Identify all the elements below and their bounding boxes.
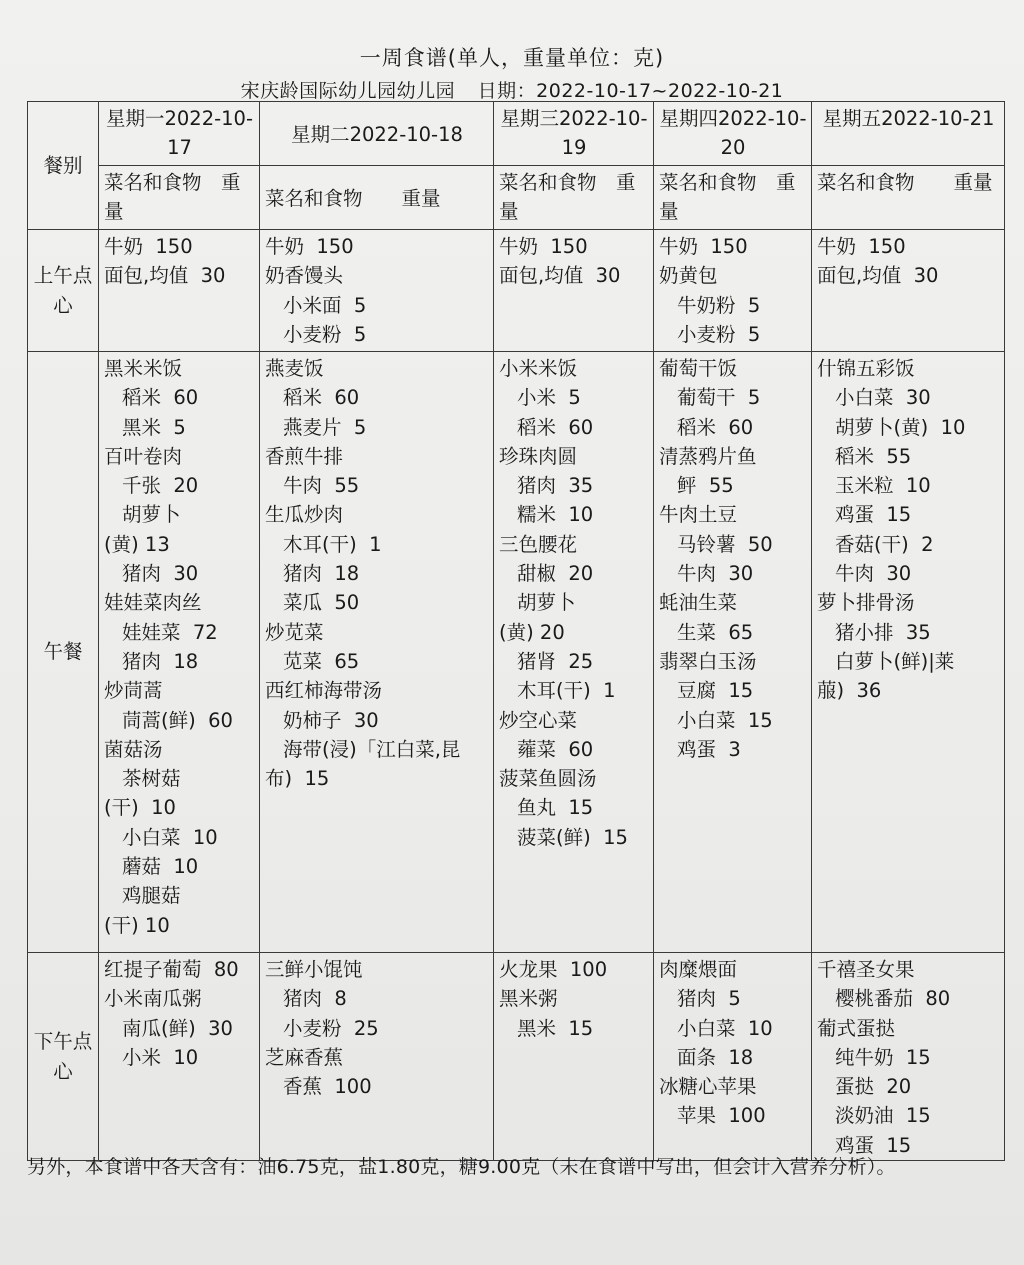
afternoon-snack-row [28, 953, 1005, 1161]
menu-item: 牛奶粉 5 [677, 293, 761, 317]
menu-item: 西红柿海带汤 [265, 679, 383, 703]
menu-item: 小麦粉 5 [677, 322, 761, 346]
menu-item: 燕麦饭 [265, 357, 324, 380]
menu-item: 蛋挞 20 [835, 1075, 912, 1099]
menu-item: 蕹菜 60 [517, 737, 594, 761]
menu-item: 珍珠肉圆 [499, 444, 578, 468]
menu-item: 小白菜 30 [835, 386, 931, 410]
menu-item: 纯牛奶 15 [835, 1045, 931, 1069]
meal-type-header: 餐别 [28, 102, 99, 230]
menu-item: 牛奶 150 [499, 235, 588, 258]
menu-item: 娃娃菜 72 [122, 620, 218, 644]
menu-item: 葡式蛋挞 [817, 1016, 896, 1040]
menu-item: 牛奶 150 [817, 235, 906, 258]
menu-item: 布) 15 [265, 767, 330, 791]
menu-item: 燕麦片 5 [283, 415, 367, 439]
menu-item: 淡奶油 15 [835, 1104, 931, 1128]
menu-item: 猪肉 35 [517, 474, 594, 498]
meal-label: 午餐 [28, 352, 99, 953]
menu-item: 肉糜煨面 [659, 958, 738, 981]
menu-item: 胡萝卜 [517, 591, 576, 615]
menu-item: 苋菜 65 [283, 649, 360, 673]
menu-cell [494, 352, 654, 953]
menu-item: 娃娃菜肉丝 [104, 591, 202, 615]
menu-item: 牛肉 30 [677, 562, 754, 586]
menu-cell [494, 230, 654, 352]
menu-item: 红提子葡萄 80 [104, 958, 239, 981]
menu-item: 炒空心菜 [499, 708, 578, 732]
menu-item: 小麦粉 25 [283, 1016, 379, 1040]
menu-item: 鲆 55 [677, 474, 734, 498]
menu-cell [812, 230, 1005, 352]
menu-item: 葡萄干饭 [659, 357, 738, 380]
menu-cell [812, 352, 1005, 953]
menu-item: (黄) 13 [104, 532, 170, 556]
menu-item: 猪肉 5 [677, 987, 741, 1011]
menu-item: 什锦五彩饭 [817, 357, 915, 380]
document-title: 一周食谱(单人，重量单位：克) [359, 46, 665, 70]
menu-item: 小米面 5 [283, 293, 367, 317]
menu-item: 牛肉土豆 [659, 503, 738, 527]
menu-item: 面包,均值 30 [817, 264, 939, 288]
menu-item: 稻米 60 [122, 386, 199, 410]
menu-item: 蘑菇 10 [122, 855, 199, 879]
column-subheader: 菜名和食物 重量 [99, 166, 260, 230]
menu-item: (干) 10 [104, 796, 176, 820]
column-subheader: 菜名和食物 重量 [260, 166, 494, 230]
menu-item: 鸡蛋 3 [677, 737, 741, 761]
menu-item: 千张 20 [122, 474, 199, 498]
menu-item: 千禧圣女果 [817, 958, 915, 981]
menu-item: 牛奶 150 [659, 235, 748, 258]
menu-item: 猪小排 35 [835, 620, 931, 644]
menu-item: 奶柿子 30 [283, 708, 379, 732]
menu-item: 牛肉 30 [835, 562, 912, 586]
menu-item: 炒苋菜 [265, 620, 324, 644]
menu-item: 生瓜炒肉 [265, 503, 344, 527]
menu-item: 菜瓜 50 [283, 591, 360, 615]
menu-item: 稻米 60 [517, 415, 594, 439]
menu-item: 黑米 15 [517, 1016, 594, 1040]
school-name: 宋庆龄国际幼儿园幼儿园 [240, 80, 456, 102]
menu-item: 猪肉 30 [122, 562, 199, 586]
menu-item: 百叶卷肉 [104, 444, 183, 468]
menu-item: 牛奶 150 [265, 235, 354, 258]
menu-cell [99, 352, 260, 953]
subheader-row [28, 166, 1005, 230]
menu-item: 三色腰花 [499, 532, 578, 556]
menu-cell [260, 352, 494, 953]
menu-item: 炒茼蒿 [104, 679, 163, 703]
menu-item: 菌菇汤 [104, 737, 163, 761]
menu-item: 稻米 60 [283, 386, 360, 410]
menu-item: 火龙果 100 [499, 958, 608, 981]
column-subheader: 菜名和食物 重量 [654, 166, 812, 230]
menu-item: 生菜 65 [677, 620, 754, 644]
menu-item: 稻米 55 [835, 444, 912, 468]
menu-item: 鸡蛋 15 [835, 1133, 912, 1157]
menu-cell [260, 230, 494, 352]
menu-item: 胡萝卜(黄) 10 [835, 415, 966, 439]
day-header: 星期一2022-10-17 [99, 102, 260, 166]
menu-item: 小米 5 [517, 386, 581, 410]
header-row [28, 102, 1005, 166]
menu-item: 马铃薯 50 [677, 532, 773, 556]
menu-item: 奶香馒头 [265, 264, 344, 288]
menu-cell [812, 953, 1005, 1161]
menu-item: 菔) 36 [817, 679, 882, 703]
menu-item: 面条 18 [677, 1045, 754, 1069]
day-header: 星期五2022-10-21 [812, 102, 1005, 166]
menu-item: 玉米粒 10 [835, 474, 931, 498]
date-range: 日期：2022-10-17~2022-10-21 [477, 80, 784, 102]
menu-item: 黑米米饭 [104, 357, 183, 380]
menu-item: 鱼丸 15 [517, 796, 594, 820]
menu-cell [654, 953, 812, 1161]
menu-item: 三鲜小馄饨 [265, 958, 363, 981]
menu-item: 萝卜排骨汤 [817, 591, 915, 615]
menu-item: 牛奶 150 [104, 235, 193, 258]
menu-cell [260, 953, 494, 1161]
menu-cell [654, 230, 812, 352]
menu-item: 小米南瓜粥 [104, 987, 202, 1011]
meal-label: 下午点心 [28, 953, 99, 1161]
menu-cell [654, 352, 812, 953]
day-header: 星期二2022-10-18 [260, 102, 494, 166]
document-subtitle [0, 76, 1024, 103]
menu-item: 菠菜鱼圆汤 [499, 767, 597, 791]
menu-item: 翡翠白玉汤 [659, 649, 757, 673]
menu-item: 甜椒 20 [517, 562, 594, 586]
menu-item: 鸡蛋 15 [835, 503, 912, 527]
menu-item: 小米 10 [122, 1045, 199, 1069]
menu-item: 猪肉 8 [283, 987, 347, 1011]
menu-item: 茶树菇 [122, 767, 181, 791]
menu-item: 黑米粥 [499, 987, 558, 1011]
column-subheader: 菜名和食物 重量 [494, 166, 654, 230]
menu-cell [99, 953, 260, 1161]
menu-item: 胡萝卜 [122, 503, 181, 527]
menu-item: 猪肾 25 [517, 649, 594, 673]
menu-item: 糯米 10 [517, 503, 594, 527]
menu-item: 豆腐 15 [677, 679, 754, 703]
menu-item: 苹果 100 [677, 1104, 766, 1128]
meal-label: 上午点心 [28, 230, 99, 352]
menu-item: 面包,均值 30 [104, 264, 226, 288]
menu-item: 猪肉 18 [283, 562, 360, 586]
menu-item: 海带(浸)「江白菜,昆 [283, 737, 461, 761]
column-subheader: 菜名和食物 重量 [812, 166, 1005, 230]
menu-item: 芝麻香蕉 [265, 1045, 344, 1069]
menu-item: 小麦粉 5 [283, 322, 367, 346]
menu-item: 南瓜(鲜) 30 [122, 1016, 233, 1040]
footer-note: 另外，本食谱中各天含有：油6.75克，盐1.80克，糖9.00克（未在食谱中写出，但会计入营养分析）。 [27, 1156, 896, 1178]
menu-item: (黄) 20 [499, 620, 565, 644]
menu-item: 樱桃番茄 80 [835, 987, 951, 1011]
menu-item: 香菇(干) 2 [835, 532, 934, 556]
menu-item: 面包,均值 30 [499, 264, 621, 288]
day-header: 星期三2022-10-19 [494, 102, 654, 166]
menu-item: 香蕉 100 [283, 1075, 372, 1099]
morning-snack-row [28, 230, 1005, 352]
weekly-menu-table [27, 101, 1005, 1161]
menu-item: 菠菜(鲜) 15 [517, 825, 628, 849]
menu-item: 茼蒿(鲜) 60 [122, 708, 233, 732]
menu-item: 蚝油生菜 [659, 591, 738, 615]
menu-item: 木耳(干) 1 [517, 679, 616, 703]
menu-item: 小米米饭 [499, 357, 578, 380]
menu-item: 黑米 5 [122, 415, 186, 439]
menu-item: 小白菜 10 [122, 825, 218, 849]
menu-item: 牛肉 55 [283, 474, 360, 498]
menu-item: 稻米 60 [677, 415, 754, 439]
menu-cell [99, 230, 260, 352]
menu-item: 木耳(干) 1 [283, 532, 382, 556]
menu-item: 香煎牛排 [265, 444, 344, 468]
menu-cell [494, 953, 654, 1161]
menu-item: 鸡腿菇 [122, 884, 181, 908]
menu-item: 冰糖心苹果 [659, 1075, 757, 1099]
menu-item: 猪肉 18 [122, 649, 199, 673]
menu-item: 小白菜 10 [677, 1016, 773, 1040]
menu-item: 小白菜 15 [677, 708, 773, 732]
menu-item: 清蒸鸦片鱼 [659, 444, 757, 468]
menu-item: (干) 10 [104, 913, 170, 937]
lunch-row [28, 352, 1005, 953]
menu-item: 白萝卜(鲜)|莱 [835, 649, 955, 673]
menu-item: 葡萄干 5 [677, 386, 761, 410]
day-header: 星期四2022-10-20 [654, 102, 812, 166]
menu-item: 奶黄包 [659, 264, 718, 288]
